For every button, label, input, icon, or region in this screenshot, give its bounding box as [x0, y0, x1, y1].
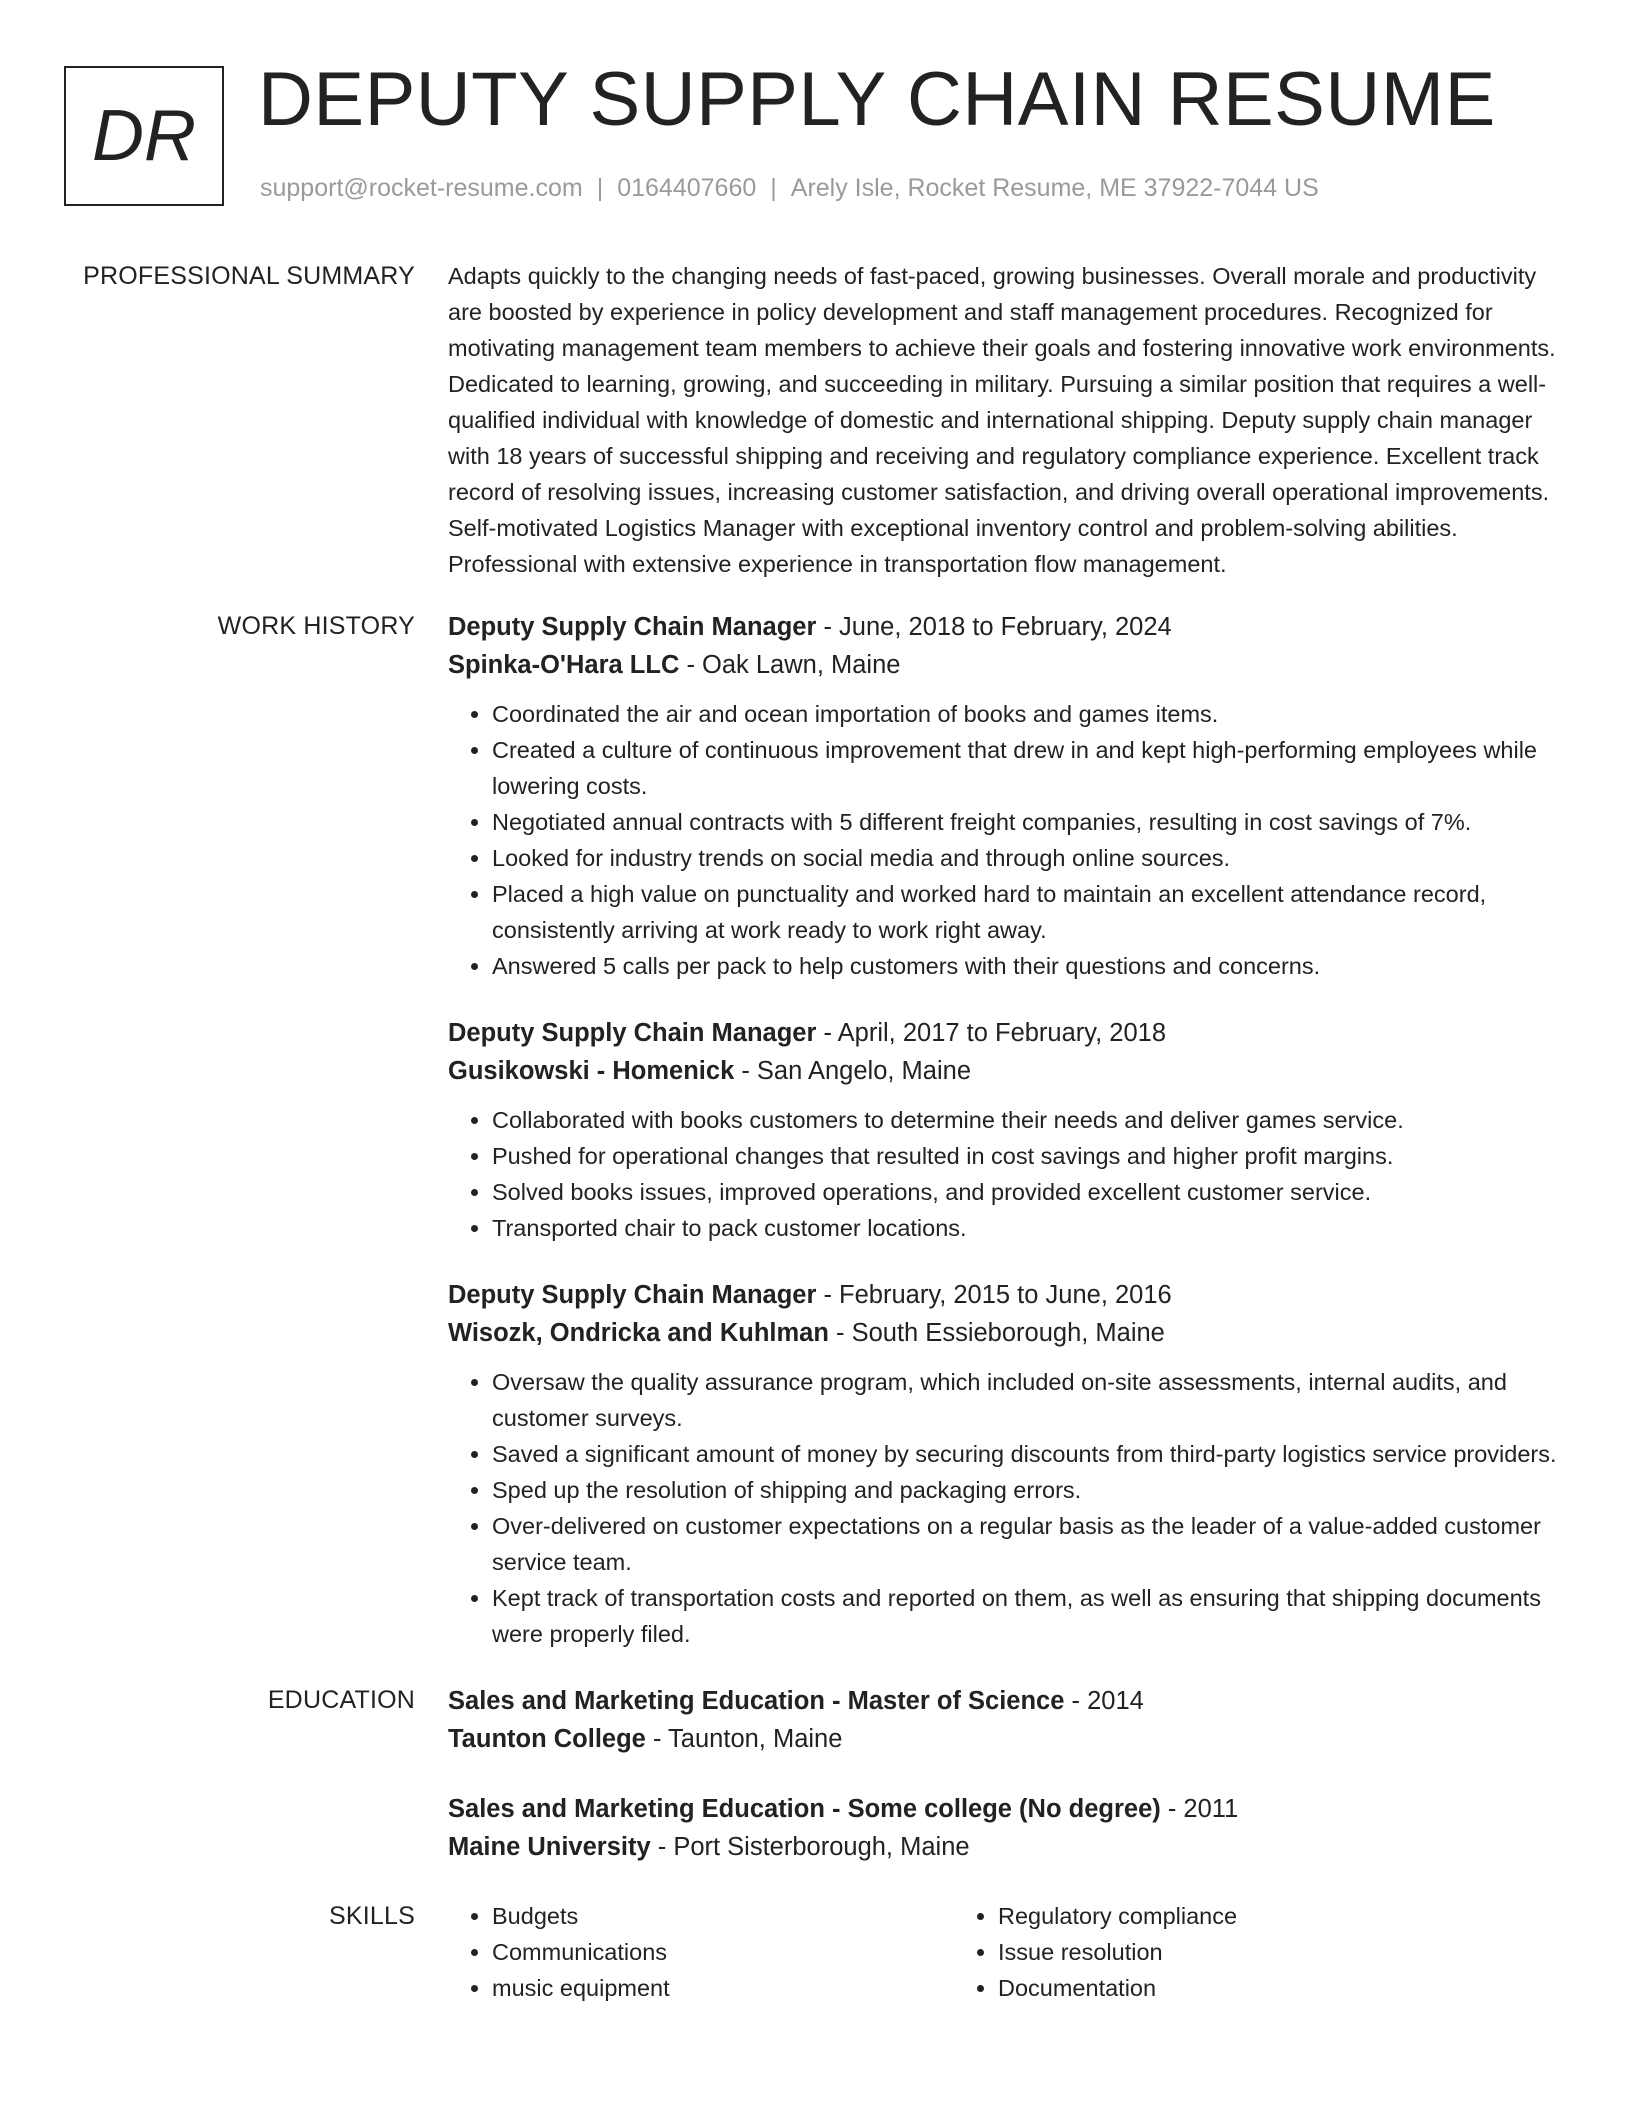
contact-phone[interactable]: 0164407660: [617, 174, 757, 202]
job-entry: [448, 1014, 1558, 1246]
skills-list: [448, 1898, 1558, 2006]
section-heading: WORK HISTORY: [217, 612, 415, 640]
job-title: Deputy Supply Chain Manager: [448, 1019, 817, 1047]
company-location: - South Essieborough, Maine: [828, 1319, 1165, 1347]
job-title: Deputy Supply Chain Manager: [448, 1281, 817, 1309]
monogram: [64, 66, 224, 206]
company-name: Spinka-O'Hara LLC: [448, 651, 680, 679]
degree-name: Sales and Marketing Education - Master of Science: [448, 1687, 1065, 1715]
job-dates: - April, 2017 to February, 2018: [816, 1019, 1167, 1047]
resume-body: [0, 258, 1632, 2006]
skill-item: • Communications: [492, 1934, 954, 1970]
degree-year: - 2011: [1160, 1795, 1239, 1823]
skills-section: [0, 1898, 1632, 2006]
job-dates: - February, 2015 to June, 2016: [816, 1281, 1172, 1309]
section-heading: EDUCATION: [267, 1686, 415, 1714]
contact-separator: |: [770, 174, 777, 202]
list-item: • Coordinated the air and ocean importation of books and games items.: [492, 696, 1558, 732]
section-heading: PROFESSIONAL SUMMARY: [83, 262, 415, 290]
skill-item: • Issue resolution: [998, 1934, 1460, 1970]
list-item: • Pushed for operational changes that resulted in cost savings and higher profit margins.: [492, 1138, 1558, 1174]
company-location: - San Angelo, Maine: [734, 1057, 971, 1085]
company-location: - Oak Lawn, Maine: [679, 651, 901, 679]
list-item: • Over-delivered on customer expectations on a regular basis as the leader of a value-added customer service team.: [492, 1508, 1558, 1580]
school-location: - Taunton, Maine: [645, 1725, 843, 1753]
contact-email[interactable]: support@rocket-resume.com: [260, 174, 583, 202]
skill-item: • music equipment: [492, 1970, 954, 2006]
education-section: [0, 1682, 1632, 1898]
job-entry: [448, 608, 1558, 984]
education-entry: [448, 1790, 1558, 1866]
list-item: • Answered 5 calls per pack to help customers with their questions and concerns.: [492, 948, 1558, 984]
monogram-initials: DR: [92, 96, 196, 176]
list-item: • Created a culture of continuous improvement that drew in and kept high-performing employees while lowering costs.: [492, 732, 1558, 804]
contact-line: [260, 174, 1319, 203]
degree-year: - 2014: [1064, 1687, 1144, 1715]
company-name: Wisozk, Ondricka and Kuhlman: [448, 1319, 829, 1347]
job-dates: - June, 2018 to February, 2024: [816, 613, 1172, 641]
job-title: Deputy Supply Chain Manager: [448, 613, 817, 641]
section-heading: SKILLS: [329, 1902, 415, 1930]
list-item: • Saved a significant amount of money by securing discounts from third-party logistics service providers.: [492, 1436, 1558, 1472]
work-history-section: [0, 608, 1632, 1682]
list-item: • Negotiated annual contracts with 5 different freight companies, resulting in cost savings of 7%.: [492, 804, 1558, 840]
degree-name: Sales and Marketing Education - Some college (No degree): [448, 1795, 1161, 1823]
list-item: • Solved books issues, improved operations, and provided excellent customer service.: [492, 1174, 1558, 1210]
summary-text: Adapts quickly to the changing needs of fast-paced, growing businesses. Overall morale and productivity are boosted by experience in policy development and staff management procedures. Recognized for motivating management team members to achieve their goals and fostering innovative work environments. Dedicated to learning, growing, and succeeding in military. Pursuing a similar position that requires a well-qualified individual with knowledge of domestic and international shipping. Deputy supply chain manager with 18 years of successful shipping and receiving and regulatory compliance experience. Excellent track record of resolving issues, increasing customer satisfaction, and driving overall operational improvements. Self-motivated Logistics Manager with exceptional inventory control and problem-solving abilities. Professional with extensive experience in transportation flow management.: [448, 263, 1556, 577]
list-item: • Placed a high value on punctuality and worked hard to maintain an excellent attendance record, consistently arriving at work ready to work right away.: [492, 876, 1558, 948]
education-entry: [448, 1682, 1558, 1758]
school-name: Taunton College: [448, 1725, 646, 1753]
school-location: - Port Sisterborough, Maine: [650, 1833, 970, 1861]
summary-section: [0, 258, 1632, 582]
skill-item: • Regulatory compliance: [998, 1898, 1460, 1934]
list-item: • Transported chair to pack customer locations.: [492, 1210, 1558, 1246]
list-item: • Collaborated with books customers to determine their needs and deliver games service.: [492, 1102, 1558, 1138]
list-item: • Looked for industry trends on social media and through online sources.: [492, 840, 1558, 876]
school-name: Maine University: [448, 1833, 651, 1861]
contact-address: Arely Isle, Rocket Resume, ME 37922-7044 US: [790, 174, 1319, 202]
skill-item: • Budgets: [492, 1898, 954, 1934]
list-item: • Oversaw the quality assurance program, which included on-site assessments, internal audits, and customer surveys.: [492, 1364, 1558, 1436]
resume-title: DEPUTY SUPPLY CHAIN RESUME: [258, 57, 1496, 142]
contact-separator: |: [596, 174, 604, 202]
skill-item: • Documentation: [998, 1970, 1460, 2006]
list-item: • Sped up the resolution of shipping and packaging errors.: [492, 1472, 1558, 1508]
job-entry: [448, 1276, 1558, 1652]
list-item: • Kept track of transportation costs and reported on them, as well as ensuring that shipping documents were properly filed.: [492, 1580, 1558, 1652]
company-name: Gusikowski - Homenick: [448, 1057, 735, 1085]
